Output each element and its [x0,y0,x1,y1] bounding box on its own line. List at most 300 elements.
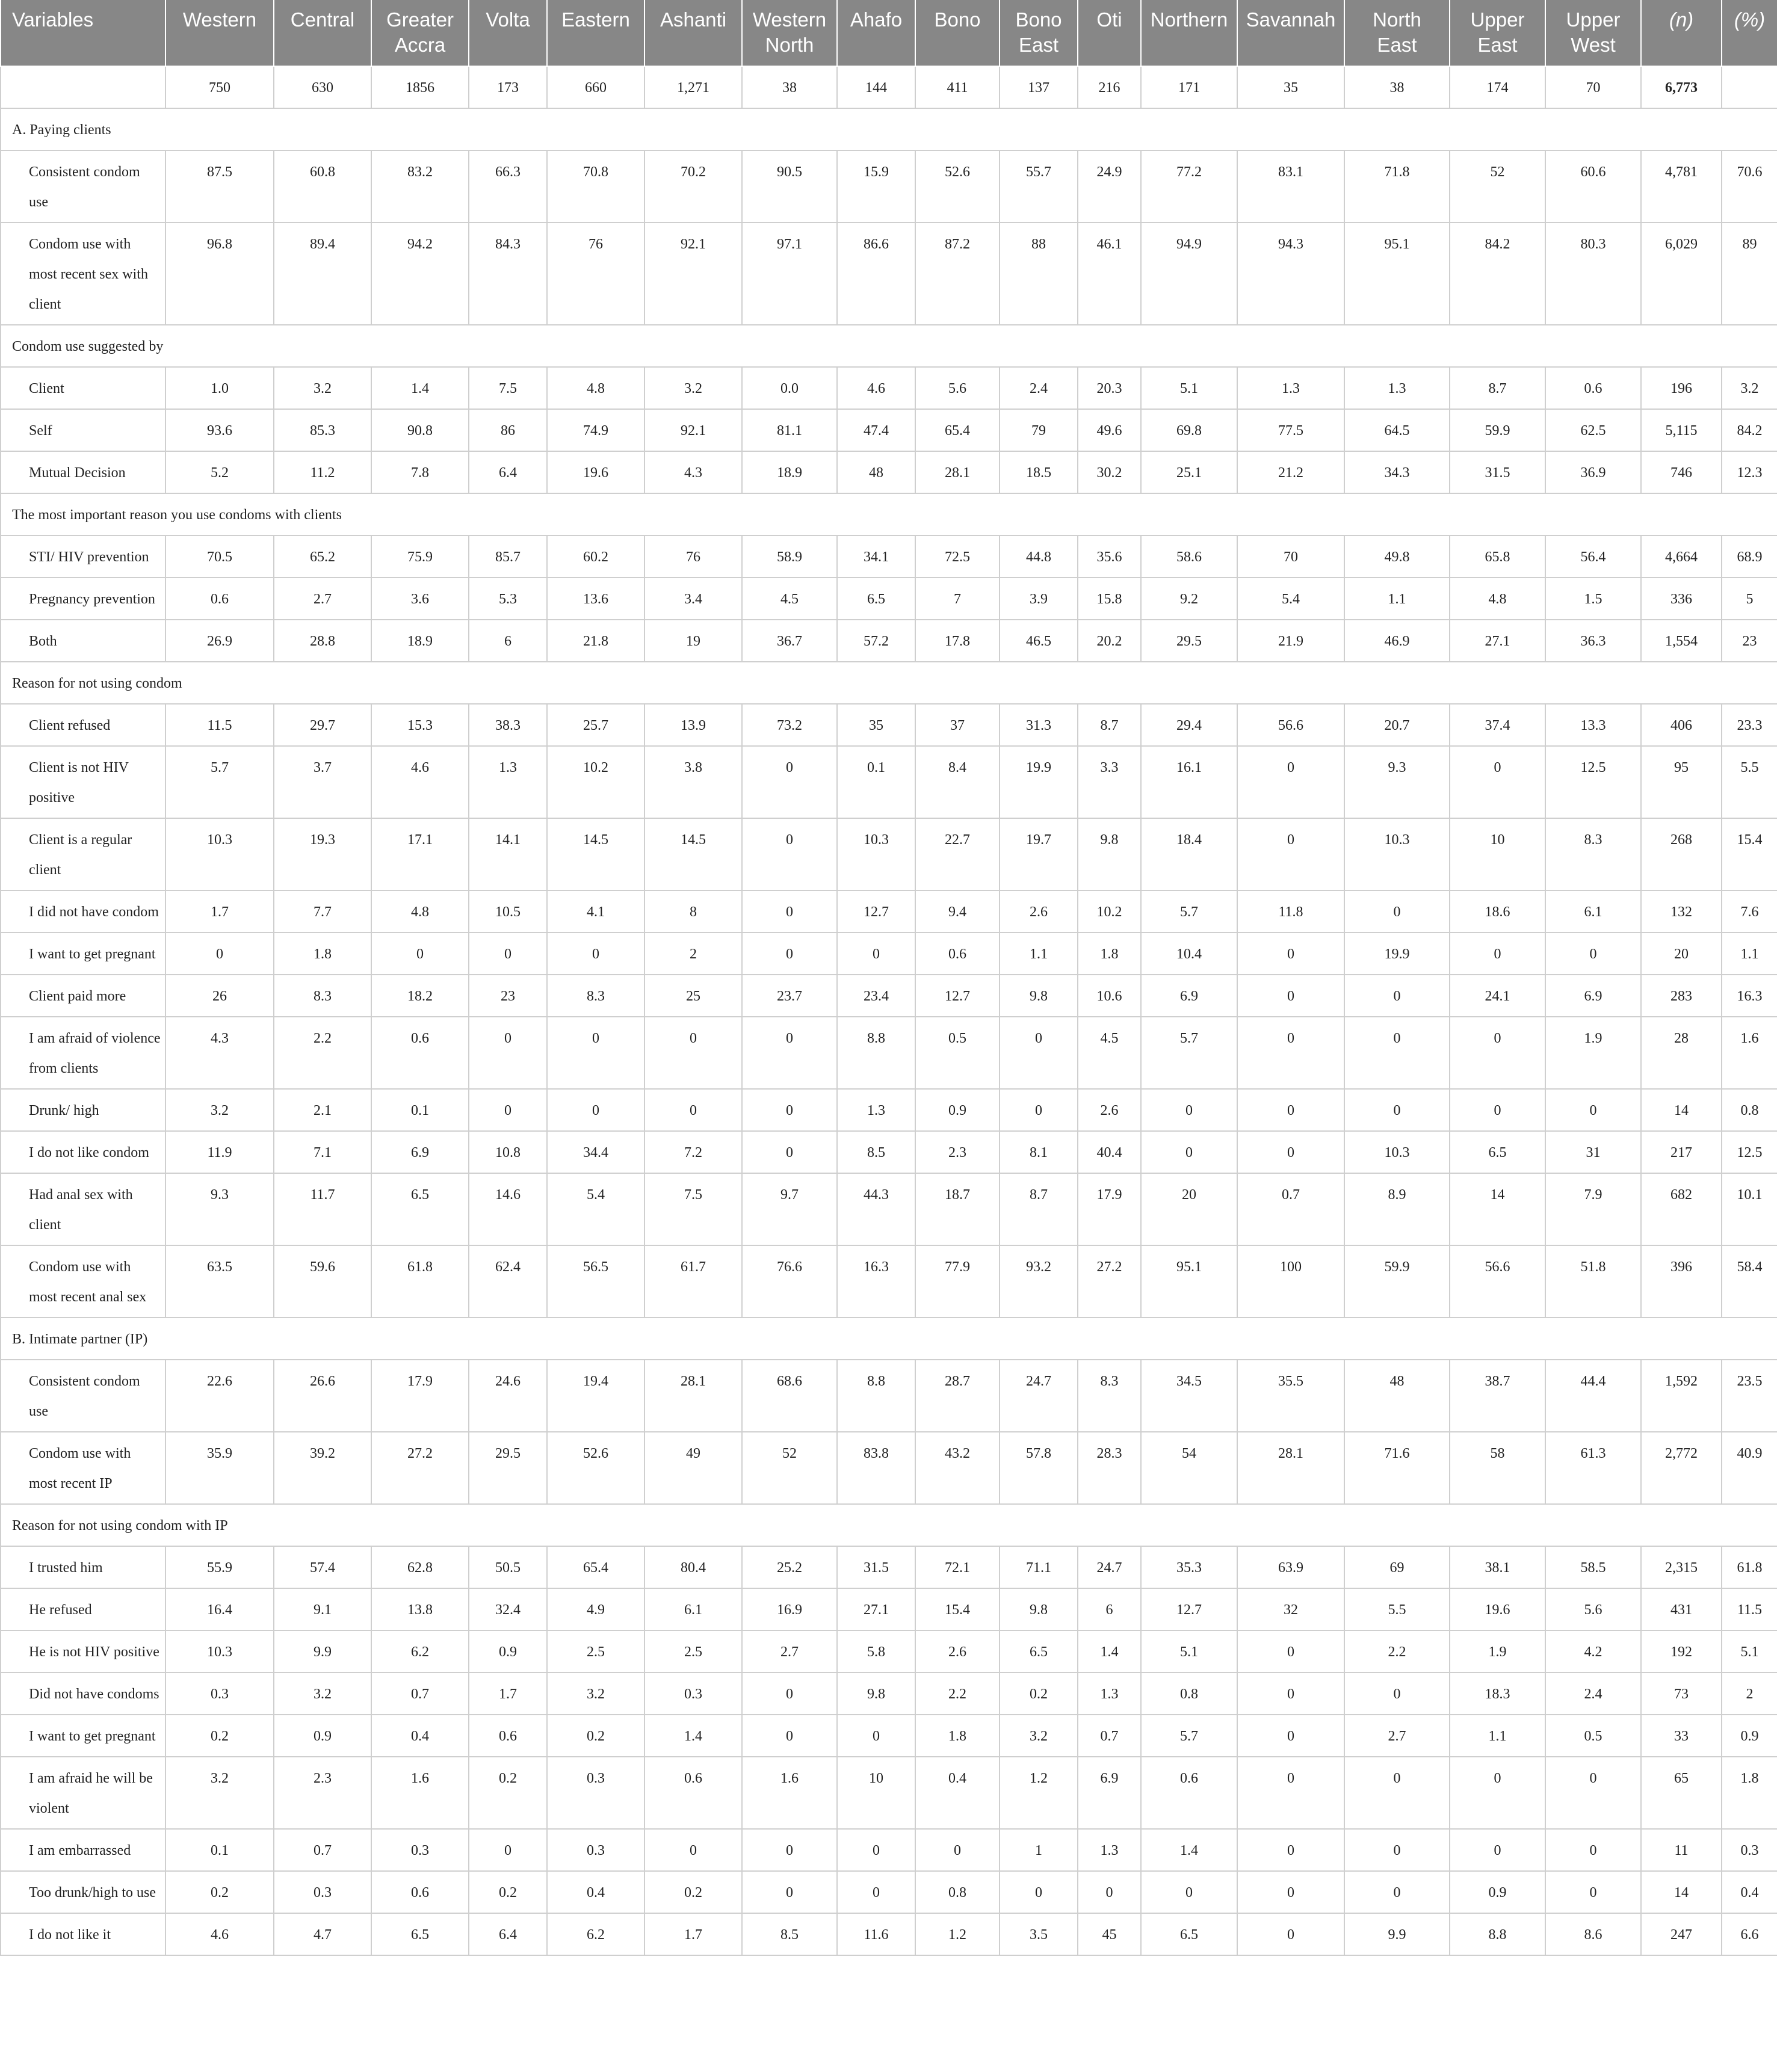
region-value-cell: 0.6 [371,1871,469,1913]
region-value-cell: 6.5 [1450,1131,1545,1173]
region-value-cell: 0.5 [915,1017,1000,1089]
region-value-cell: 46.5 [1000,620,1078,662]
region-value-cell: 0 [1000,1089,1078,1131]
row-label: Client is not HIV positive [1,746,165,818]
row-label [1,66,165,108]
region-value-cell: 0 [1078,1871,1141,1913]
region-value-cell: 4.3 [644,451,742,493]
table-row [1,409,1777,451]
region-value-cell: 0 [644,1089,742,1131]
region-value-cell: 8.8 [837,1017,915,1089]
section-label: The most important reason you use condoms with clients [1,493,1777,535]
region-value-cell: 46.1 [1078,223,1141,325]
region-value-cell: 9.2 [1141,578,1237,620]
table-row [1,1360,1777,1432]
region-value-cell: 80.3 [1545,223,1641,325]
percent-cell: 1.6 [1722,1017,1777,1089]
region-value-cell: 29.5 [469,1432,547,1504]
region-value-cell: 74.9 [547,409,644,451]
region-value-cell: 0 [1237,1673,1344,1715]
region-value-cell: 25.1 [1141,451,1237,493]
region-value-cell: 1.8 [915,1715,1000,1757]
percent-cell: 10.1 [1722,1173,1777,1245]
region-value-cell: 16.3 [837,1245,915,1318]
n-cell: 336 [1641,578,1722,620]
region-value-cell: 174 [1450,66,1545,108]
region-value-cell: 14.1 [469,818,547,890]
region-value-cell: 10.2 [1078,890,1141,933]
table-row [1,223,1777,325]
row-label: He is not HIV positive [1,1630,165,1673]
region-value-cell: 29.7 [274,704,371,746]
percent-cell: 2 [1722,1673,1777,1715]
region-value-cell: 52 [1450,150,1545,223]
region-value-cell: 9.8 [1078,818,1141,890]
row-label: Consistent condom use [1,150,165,223]
region-value-cell: 14.5 [547,818,644,890]
region-value-cell: 0.6 [915,933,1000,975]
row-label: Had anal sex with client [1,1173,165,1245]
region-value-cell: 24.9 [1078,150,1141,223]
region-value-cell: 8.3 [1545,818,1641,890]
region-value-cell: 0 [1545,1871,1641,1913]
region-value-cell: 7.9 [1545,1173,1641,1245]
region-value-cell: 57.8 [1000,1432,1078,1504]
region-value-cell: 1.8 [1078,933,1141,975]
region-value-cell: 0 [1237,1829,1344,1871]
region-value-cell: 0.1 [837,746,915,818]
percent-cell: 5.1 [1722,1630,1777,1673]
region-value-cell: 0 [1237,1913,1344,1955]
region-value-cell: 1.2 [915,1913,1000,1955]
region-value-cell: 11.9 [165,1131,274,1173]
region-value-cell: 52.6 [547,1432,644,1504]
region-value-cell: 27.1 [1450,620,1545,662]
region-value-cell: 2.7 [742,1630,837,1673]
region-value-cell: 2.3 [915,1131,1000,1173]
n-cell: 217 [1641,1131,1722,1173]
region-value-cell: 0.0 [742,367,837,409]
region-value-cell: 6.4 [469,1913,547,1955]
region-value-cell: 9.1 [274,1588,371,1630]
region-value-cell: 14 [1450,1173,1545,1245]
column-header: Upper East [1450,0,1545,66]
region-value-cell: 1.3 [837,1089,915,1131]
percent-cell: 3.2 [1722,367,1777,409]
region-value-cell: 35.5 [1237,1360,1344,1432]
region-value-cell: 3.3 [1078,746,1141,818]
region-value-cell: 71.1 [1000,1546,1078,1588]
region-value-cell: 6.2 [547,1913,644,1955]
n-cell: 283 [1641,975,1722,1017]
region-value-cell: 0 [1237,1757,1344,1829]
region-value-cell: 4.9 [547,1588,644,1630]
table-row [1,1546,1777,1588]
region-value-cell: 2.2 [1344,1630,1450,1673]
table-row [1,1757,1777,1829]
region-value-cell: 4.8 [371,890,469,933]
row-label: I did not have condom [1,890,165,933]
region-value-cell: 20.3 [1078,367,1141,409]
region-value-cell: 1.5 [1545,578,1641,620]
region-value-cell: 0.3 [644,1673,742,1715]
region-value-cell: 36.3 [1545,620,1641,662]
region-value-cell: 0 [1237,1131,1344,1173]
region-value-cell: 0.4 [371,1715,469,1757]
region-value-cell: 0.3 [274,1871,371,1913]
table-row [1,1913,1777,1955]
n-cell: 73 [1641,1673,1722,1715]
region-value-cell: 0 [1450,933,1545,975]
n-cell: 4,781 [1641,150,1722,223]
region-value-cell: 59.9 [1450,409,1545,451]
table-row [1,818,1777,890]
region-value-cell: 18.9 [742,451,837,493]
percent-cell: 40.9 [1722,1432,1777,1504]
region-value-cell: 37 [915,704,1000,746]
region-value-cell: 0.2 [644,1871,742,1913]
percent-cell: 58.4 [1722,1245,1777,1318]
region-value-cell: 2.2 [274,1017,371,1089]
region-value-cell: 18.3 [1450,1673,1545,1715]
region-value-cell: 7 [915,578,1000,620]
region-value-cell: 1.7 [165,890,274,933]
region-value-cell: 61.7 [644,1245,742,1318]
region-value-cell: 63.9 [1237,1546,1344,1588]
n-cell: 746 [1641,451,1722,493]
region-value-cell: 18.5 [1000,451,1078,493]
region-value-cell: 173 [469,66,547,108]
region-value-cell: 21.9 [1237,620,1344,662]
column-header: Eastern [547,0,644,66]
region-value-cell: 90.8 [371,409,469,451]
region-value-cell: 4.3 [165,1017,274,1089]
region-value-cell: 34.3 [1344,451,1450,493]
region-value-cell: 2.6 [1078,1089,1141,1131]
section-label: B. Intimate partner (IP) [1,1318,1777,1360]
region-value-cell: 0.7 [1078,1715,1141,1757]
region-value-cell: 1.6 [371,1757,469,1829]
region-value-cell: 56.4 [1545,535,1641,578]
region-value-cell: 28.8 [274,620,371,662]
region-value-cell: 61.8 [371,1245,469,1318]
region-value-cell: 0 [742,1089,837,1131]
table-row [1,578,1777,620]
region-value-cell: 58.6 [1141,535,1237,578]
region-value-cell: 65.4 [547,1546,644,1588]
column-header: Greater Accra [371,0,469,66]
region-value-cell: 8.8 [837,1360,915,1432]
region-value-cell: 58 [1450,1432,1545,1504]
region-value-cell: 27.1 [837,1588,915,1630]
region-value-cell: 5.8 [837,1630,915,1673]
table-row [1,890,1777,933]
column-header: Bono East [1000,0,1078,66]
region-value-cell: 6.9 [1078,1757,1141,1829]
n-cell: 6,029 [1641,223,1722,325]
region-value-cell: 0 [1545,1089,1641,1131]
n-cell: 14 [1641,1871,1722,1913]
region-value-cell: 9.9 [1344,1913,1450,1955]
row-label: I want to get pregnant [1,933,165,975]
region-value-cell: 83.8 [837,1432,915,1504]
region-value-cell: 93.2 [1000,1245,1078,1318]
region-value-cell: 5.5 [1344,1588,1450,1630]
region-value-cell: 23.4 [837,975,915,1017]
region-value-cell: 8 [644,890,742,933]
table-row [1,1673,1777,1715]
region-value-cell: 90.5 [742,150,837,223]
region-value-cell: 92.1 [644,409,742,451]
region-value-cell: 81.1 [742,409,837,451]
region-value-cell: 35.9 [165,1432,274,1504]
region-value-cell: 4.8 [547,367,644,409]
percent-cell: 84.2 [1722,409,1777,451]
region-value-cell: 0.2 [1000,1673,1078,1715]
percent-cell: 15.4 [1722,818,1777,890]
region-value-cell: 16.1 [1141,746,1237,818]
region-value-cell: 28.1 [644,1360,742,1432]
region-value-cell: 28.3 [1078,1432,1141,1504]
n-cell: 431 [1641,1588,1722,1630]
region-value-cell: 25.2 [742,1546,837,1588]
region-value-cell: 0 [742,1829,837,1871]
region-value-cell: 8.8 [1450,1913,1545,1955]
region-value-cell: 12.7 [1141,1588,1237,1630]
region-value-cell: 6.9 [371,1131,469,1173]
row-label: Too drunk/high to use [1,1871,165,1913]
region-value-cell: 16.9 [742,1588,837,1630]
region-value-cell: 25 [644,975,742,1017]
region-value-cell: 28.1 [915,451,1000,493]
region-value-cell: 3.5 [1000,1913,1078,1955]
region-value-cell: 83.2 [371,150,469,223]
region-value-cell: 0 [1450,1017,1545,1089]
region-value-cell: 10.2 [547,746,644,818]
row-label: Client [1,367,165,409]
section-label: Reason for not using condom with IP [1,1504,1777,1546]
region-value-cell: 6.2 [371,1630,469,1673]
section-header-row [1,662,1777,704]
region-value-cell: 31.5 [837,1546,915,1588]
region-value-cell: 9.4 [915,890,1000,933]
region-value-cell: 0.1 [165,1829,274,1871]
region-value-cell: 2.1 [274,1089,371,1131]
percent-cell: 12.5 [1722,1131,1777,1173]
region-value-cell: 32 [1237,1588,1344,1630]
region-value-cell: 36.7 [742,620,837,662]
region-value-cell: 61.3 [1545,1432,1641,1504]
region-value-cell: 0 [547,933,644,975]
region-value-cell: 9.8 [1000,975,1078,1017]
region-value-cell: 4.2 [1545,1630,1641,1673]
region-value-cell: 0.3 [371,1829,469,1871]
region-value-cell: 6.5 [371,1913,469,1955]
region-value-cell: 0.8 [1141,1673,1237,1715]
region-value-cell: 1856 [371,66,469,108]
region-value-cell: 1 [1000,1829,1078,1871]
region-value-cell: 0.4 [915,1757,1000,1829]
region-value-cell: 31.5 [1450,451,1545,493]
region-value-cell: 21.2 [1237,451,1344,493]
region-value-cell: 92.1 [644,223,742,325]
region-value-cell: 2.7 [1344,1715,1450,1757]
region-value-cell: 38 [742,66,837,108]
region-value-cell: 24.6 [469,1360,547,1432]
region-value-cell: 65.8 [1450,535,1545,578]
region-value-cell: 0 [1344,1017,1450,1089]
n-cell: 1,592 [1641,1360,1722,1432]
region-value-cell: 0 [837,1829,915,1871]
region-value-cell: 2.5 [644,1630,742,1673]
region-value-cell: 0 [1141,1871,1237,1913]
region-value-cell: 18.7 [915,1173,1000,1245]
region-value-cell: 0 [837,933,915,975]
region-value-cell: 0.9 [274,1715,371,1757]
region-value-cell: 58.9 [742,535,837,578]
region-value-cell: 9.3 [165,1173,274,1245]
region-value-cell: 411 [915,66,1000,108]
region-value-cell: 0.4 [547,1871,644,1913]
table-row [1,746,1777,818]
region-value-cell: 19.6 [1450,1588,1545,1630]
region-value-cell: 0 [1545,1829,1641,1871]
percent-cell: 89 [1722,223,1777,325]
region-value-cell: 56.6 [1237,704,1344,746]
region-value-cell: 94.2 [371,223,469,325]
percent-cell: 5.5 [1722,746,1777,818]
region-value-cell: 26.6 [274,1360,371,1432]
region-value-cell: 8.3 [1078,1360,1141,1432]
region-value-cell: 1.7 [644,1913,742,1955]
row-label: Mutual Decision [1,451,165,493]
percent-cell [1722,66,1777,108]
region-value-cell: 5.6 [1545,1588,1641,1630]
region-value-cell: 10.8 [469,1131,547,1173]
region-value-cell: 11.6 [837,1913,915,1955]
region-value-cell: 28.7 [915,1360,1000,1432]
region-value-cell: 20.7 [1344,704,1450,746]
column-header-variables: Variables [1,0,165,66]
region-value-cell: 0 [1344,1673,1450,1715]
region-value-cell: 0 [547,1089,644,1131]
table-row [1,620,1777,662]
region-value-cell: 60.6 [1545,150,1641,223]
region-value-cell: 76 [644,535,742,578]
column-header: Northern [1141,0,1237,66]
region-value-cell: 0 [1141,1131,1237,1173]
region-value-cell: 0 [1237,1630,1344,1673]
column-header: (%) [1722,0,1777,66]
region-value-cell: 17.8 [915,620,1000,662]
region-value-cell: 7.2 [644,1131,742,1173]
region-value-cell: 45 [1078,1913,1141,1955]
region-value-cell: 0 [742,1131,837,1173]
region-value-cell: 5.2 [165,451,274,493]
region-value-cell: 10 [837,1757,915,1829]
region-value-cell: 19.4 [547,1360,644,1432]
region-value-cell: 38 [1344,66,1450,108]
n-cell: 11 [1641,1829,1722,1871]
region-value-cell: 0.9 [1450,1871,1545,1913]
region-value-cell: 10.6 [1078,975,1141,1017]
section-header-row [1,325,1777,367]
row-label: Drunk/ high [1,1089,165,1131]
n-cell: 268 [1641,818,1722,890]
region-value-cell: 0 [1344,1829,1450,1871]
region-value-cell: 85.7 [469,535,547,578]
region-value-cell: 0 [1237,1715,1344,1757]
region-value-cell: 19.9 [1344,933,1450,975]
region-value-cell: 0 [644,1829,742,1871]
region-value-cell: 95.1 [1141,1245,1237,1318]
region-value-cell: 55.7 [1000,150,1078,223]
region-value-cell: 86.6 [837,223,915,325]
region-value-cell: 13.3 [1545,704,1641,746]
region-value-cell: 34.1 [837,535,915,578]
region-value-cell: 0.6 [644,1757,742,1829]
region-value-cell: 59.6 [274,1245,371,1318]
region-value-cell: 0.6 [1545,367,1641,409]
region-value-cell: 6.5 [1000,1630,1078,1673]
region-value-cell: 0 [1237,1089,1344,1131]
percent-cell: 7.6 [1722,890,1777,933]
region-value-cell: 0.6 [165,578,274,620]
region-value-cell: 24.7 [1078,1546,1141,1588]
region-value-cell: 0 [1237,1017,1344,1089]
region-value-cell: 0 [742,818,837,890]
region-value-cell: 1.0 [165,367,274,409]
table-body [1,66,1777,1955]
region-value-cell: 0.2 [469,1757,547,1829]
region-value-cell: 0.3 [547,1757,644,1829]
region-value-cell: 86 [469,409,547,451]
region-value-cell: 87.2 [915,223,1000,325]
region-value-cell: 3.2 [165,1089,274,1131]
region-value-cell: 7.7 [274,890,371,933]
region-value-cell: 0 [469,933,547,975]
region-value-cell: 58.5 [1545,1546,1641,1588]
region-value-cell: 0 [1450,746,1545,818]
column-header: Western [165,0,274,66]
region-value-cell: 89.4 [274,223,371,325]
region-value-cell: 0 [915,1829,1000,1871]
region-value-cell: 49.6 [1078,409,1141,451]
percent-cell: 0.3 [1722,1829,1777,1871]
region-value-cell: 6.9 [1141,975,1237,1017]
table-row [1,1829,1777,1871]
region-value-cell: 8.9 [1344,1173,1450,1245]
region-value-cell: 0 [1237,1871,1344,1913]
region-value-cell: 84.3 [469,223,547,325]
row-label: Pregnancy prevention [1,578,165,620]
region-value-cell: 2.6 [1000,890,1078,933]
region-value-cell: 1.9 [1545,1017,1641,1089]
column-header: North East [1344,0,1450,66]
percent-cell: 23.3 [1722,704,1777,746]
region-value-cell: 19.9 [1000,746,1078,818]
section-header-row [1,493,1777,535]
region-value-cell: 0 [837,1871,915,1913]
row-label: Consistent condom use [1,1360,165,1432]
table-header-row [1,0,1777,66]
region-value-cell: 71.6 [1344,1432,1450,1504]
n-cell: 20 [1641,933,1722,975]
percent-cell: 23 [1722,620,1777,662]
region-value-cell: 1.8 [274,933,371,975]
region-value-cell: 0.1 [371,1089,469,1131]
row-label: Client is a regular client [1,818,165,890]
